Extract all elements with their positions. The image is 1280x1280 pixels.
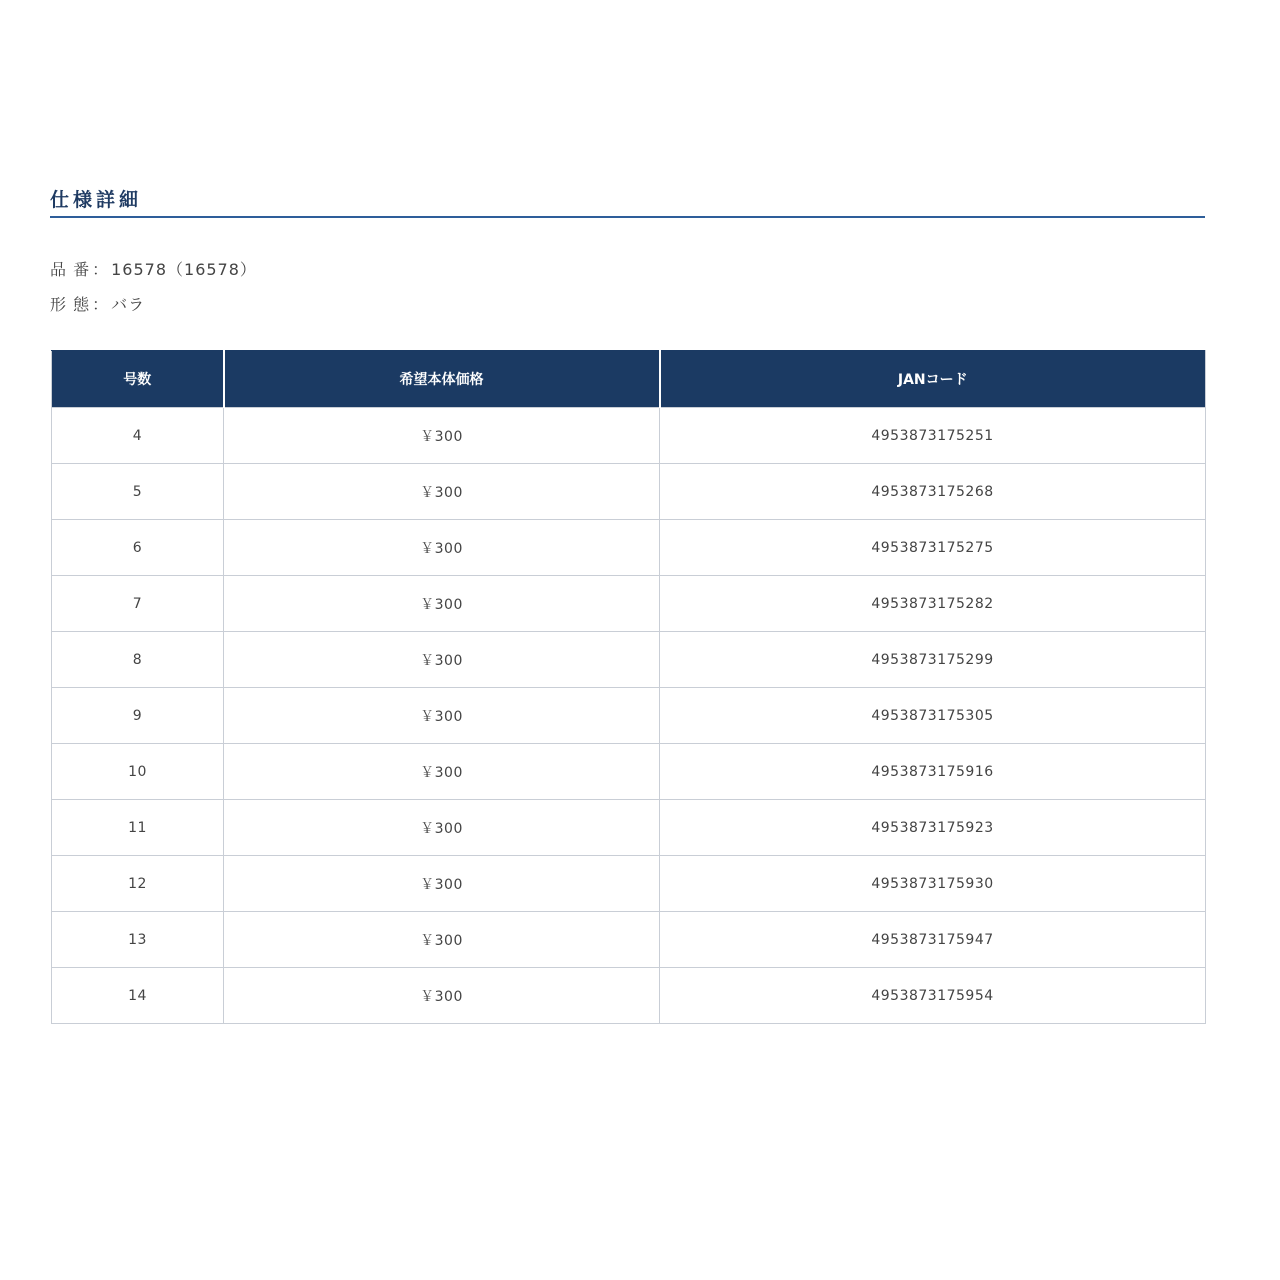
cell-size: 14	[52, 968, 224, 1024]
cell-size: 10	[52, 744, 224, 800]
table-row	[52, 912, 1206, 968]
cell-jan: 4953873175305	[660, 688, 1206, 744]
cell-jan: 4953873175954	[660, 968, 1206, 1024]
table-header-row	[52, 351, 1206, 408]
cell-size: 9	[52, 688, 224, 744]
table-row	[52, 800, 1206, 856]
cell-jan: 4953873175251	[660, 408, 1206, 464]
cell-jan: 4953873175923	[660, 800, 1206, 856]
cell-size: 7	[52, 576, 224, 632]
cell-jan: 4953873175275	[660, 520, 1206, 576]
cell-size: 11	[52, 800, 224, 856]
spec-label: 品 番	[50, 260, 91, 279]
cell-size: 13	[52, 912, 224, 968]
table-row	[52, 408, 1206, 464]
column-header-price: 希望本体価格	[224, 351, 660, 408]
section-heading	[50, 186, 1205, 218]
cell-jan: 4953873175947	[660, 912, 1206, 968]
table-row	[52, 520, 1206, 576]
cell-price: ￥300	[224, 408, 660, 464]
cell-price: ￥300	[224, 576, 660, 632]
cell-size: 6	[52, 520, 224, 576]
cell-price: ￥300	[224, 912, 660, 968]
spec-separator: ：	[92, 295, 110, 314]
cell-jan: 4953873175299	[660, 632, 1206, 688]
cell-price: ￥300	[224, 744, 660, 800]
spec-line-item-number	[50, 257, 257, 292]
spec-table	[51, 350, 1206, 1024]
cell-jan: 4953873175916	[660, 744, 1206, 800]
cell-price: ￥300	[224, 464, 660, 520]
table-row	[52, 856, 1206, 912]
spec-value: バラ	[111, 295, 146, 314]
table-row	[52, 464, 1206, 520]
cell-price: ￥300	[224, 968, 660, 1024]
spec-line-form	[50, 292, 257, 327]
table-row	[52, 576, 1206, 632]
table-row	[52, 632, 1206, 688]
column-header-jan: JANコード	[660, 351, 1206, 408]
cell-size: 5	[52, 464, 224, 520]
table-row	[52, 744, 1206, 800]
cell-size: 12	[52, 856, 224, 912]
cell-jan: 4953873175930	[660, 856, 1206, 912]
spec-summary	[50, 257, 257, 327]
table-row	[52, 968, 1206, 1024]
cell-size: 8	[52, 632, 224, 688]
spec-separator: ：	[92, 260, 110, 279]
spec-value: 16578（16578）	[111, 260, 257, 279]
table-row	[52, 688, 1206, 744]
cell-price: ￥300	[224, 800, 660, 856]
cell-jan: 4953873175268	[660, 464, 1206, 520]
cell-price: ￥300	[224, 632, 660, 688]
column-header-size: 号数	[52, 351, 224, 408]
cell-price: ￥300	[224, 520, 660, 576]
spec-label: 形 態	[50, 295, 91, 314]
cell-jan: 4953873175282	[660, 576, 1206, 632]
section-title: 仕様詳細	[50, 189, 143, 211]
cell-price: ￥300	[224, 856, 660, 912]
cell-price: ￥300	[224, 688, 660, 744]
cell-size: 4	[52, 408, 224, 464]
